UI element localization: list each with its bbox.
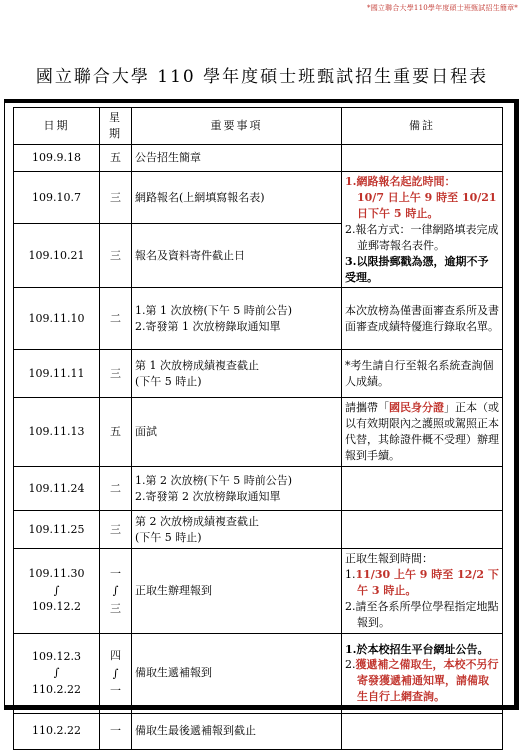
row-note [342,511,503,549]
table-row [14,467,503,511]
table-row [14,144,503,171]
schedule-frame [4,99,519,738]
row-date: 109.11.30 ∫ 109.12.2 [14,549,100,634]
row-date: 109.11.11 [14,350,100,398]
row-date: 110.2.22 [14,713,100,749]
col-header-date: 日期 [14,108,100,145]
row-note: *考生請自行至報名系統查詢個人成績。 [342,350,503,398]
table-row [14,288,503,350]
row-date: 109.11.10 [14,288,100,350]
row-item: 報名及資料寄件截止日 [132,224,342,288]
row-day: 五 [100,398,132,467]
row-item: 1.第 1 次放榜(下午 5 時前公告) 2.寄發第 1 次放榜錄取通知單 [132,288,342,350]
row-note [342,144,503,171]
header-note: *國立聯合大學110學年度碩士班甄試招生簡章* [367,4,518,12]
table-row [14,398,503,467]
row-day: 一 ∫ 三 [100,549,132,634]
col-header-day: 星期 [100,108,132,145]
row-item: 第 2 次放榜成績複查截止 (下午 5 時止) [132,511,342,549]
row-item: 網路報名(上網填寫報名表) [132,171,342,223]
row-date: 109.10.7 [14,171,100,223]
row-item: 面試 [132,398,342,467]
row-day: 三 [100,171,132,223]
table-header-row [14,108,503,145]
row-note-registration [342,171,503,288]
row-date: 109.9.18 [14,144,100,171]
row-day: 五 [100,144,132,171]
row-day: 二 [100,467,132,511]
table-row [14,350,503,398]
row-date: 109.11.25 [14,511,100,549]
note-line: 1.網路報名起訖時間： [345,174,456,188]
row-day: 二 [100,288,132,350]
row-day: 一 [100,713,132,749]
col-header-note: 備註 [342,108,503,145]
table-row [14,549,503,634]
row-item: 正取生辦理報到 [132,549,342,634]
schedule-table [13,107,503,750]
col-header-item: 重要事項 [132,108,342,145]
note-line: 2.報名方式：一律網路填表完成並郵寄報名表件。 [345,222,499,252]
table-row [14,713,503,749]
row-note [342,467,503,511]
row-date: 109.11.13 [14,398,100,467]
row-item: 第 1 次放榜成績複查截止 (下午 5 時止) [132,350,342,398]
row-note: 正取生報到時間： 1.11/30 上午 9 時至 12/2 下午 3 時止。 2.請至各系所學位學程指定地點報到。 [342,549,503,634]
row-note: 1.於本校招生平台網址公告。 2.獲遞補之備取生，本校不另行寄發獲遞補通知單，請備取生自行上網查詢。 [342,633,503,713]
row-note: 請攜帶「國民身分證」正本（或以有效期限內之護照或駕照正本代替，其餘證件概不受理）辦理報到手續。 [342,398,503,467]
table-row [14,171,503,223]
row-date: 109.11.24 [14,467,100,511]
row-date: 109.10.21 [14,224,100,288]
row-day: 四 ∫ 一 [100,633,132,713]
row-item: 備取生遞補報到 [132,633,342,713]
note-line: 3.以限掛郵戳為憑，逾期不予受理。 [345,254,489,284]
row-day: 三 [100,224,132,288]
note-line: 10/7 日上午 9 時至 10/21 日下午 5 時止。 [357,190,497,220]
row-note [342,713,503,749]
row-item: 1.第 2 次放榜(下午 5 時前公告) 2.寄發第 2 次放榜錄取通知單 [132,467,342,511]
row-day: 三 [100,350,132,398]
row-day: 三 [100,511,132,549]
row-item: 備取生最後遞補報到截止 [132,713,342,749]
row-note: 本次放榜為僅書面審查系所及書面審查成績特優進行錄取名單。 [342,288,503,350]
page-title: 國立聯合大學 110 學年度碩士班甄試招生重要日程表 [35,67,489,87]
table-row [14,633,503,713]
row-item: 公告招生簡章 [132,144,342,171]
row-date: 109.12.3 ∫ 110.2.22 [14,633,100,713]
table-row [14,511,503,549]
